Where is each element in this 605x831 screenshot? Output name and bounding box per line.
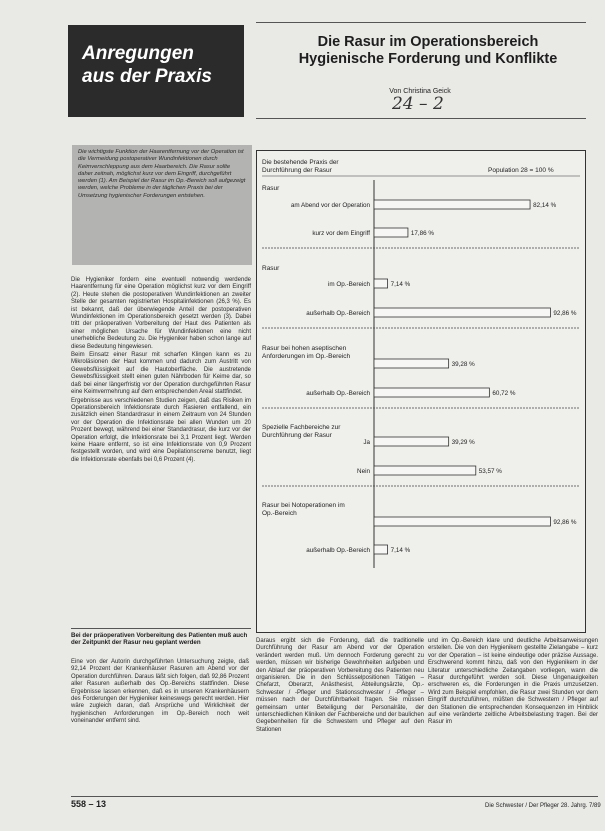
data-label: 53,57 %: [478, 468, 502, 475]
paragraph: Beim Einsatz einer Rasur mit scharfen Klingen kann es zu Mikroläsionen der Haut kommen und dadurch zum Austritt von Gewebsflüssigkeit auf die Hautoberfläche. Die austretende Gewebsflüssigkeit stellt einen guten Nährboden für Keime dar, so daß bei einer längerfristig vor der Operation durchgeführten Rasur eine Keimvermehrung auf dem entsprechenden Areal stattfindet.: [71, 352, 251, 396]
group-heading: Op.-Bereich: [262, 510, 297, 517]
data-label: 92,86 %: [553, 310, 577, 317]
bar-label: außerhalb Op.-Bereich: [306, 310, 370, 317]
bar-label: außerhalb Op.-Bereich: [306, 547, 370, 554]
byline: Von Christina Geick: [389, 88, 451, 95]
data-label: 7,14 %: [390, 281, 411, 288]
group-heading: Rasur: [262, 185, 280, 192]
chart-title: Durchführung der Rasur: [262, 167, 332, 174]
bar: [374, 228, 408, 237]
chart-title: Die bestehende Praxis der: [262, 159, 339, 166]
bar: [374, 308, 550, 317]
top-rule: [256, 22, 586, 23]
bottom-column-3: und im Op.-Bereich klare und deutliche Arbeitsanweisungen erstellen. Die von den Hygienikern gestellte Zielangabe – kurz vor der Operation – ist keine eindeutige oder präzise Aussage. Erschwerend kommt hinzu, daß von den Hygienikern in der Literatur unterschiedliche Zeitangaben vorliegen, wann die Rasur durchgeführt werden soll. Diese Ungenauigkeiten erschweren es, die Forderungen in die Praxis umzusetzen. Wird zum Beispiel empfohlen, die Rasur zwei Stunden vor dem Eingriff durchzuführen, müßten die Schwestern / Pfleger auf den Stationen die entsprechenden Konsequenzen im Hinblick auf eine veränderte zeitliche Arbeitsbelastung tragen. Bei der Rasur im: [428, 638, 598, 726]
data-label: 60,72 %: [492, 390, 516, 397]
section-banner: [68, 25, 244, 117]
chart-svg: [256, 150, 586, 633]
data-label: 17,86 %: [410, 230, 435, 237]
bottom-column-1: Eine von der Autorin durchgeführten Untersuchung zeigte, daß 92,14 Prozent der Krankenhäuser Rasuren am Abend vor der Operation durchführen. Daraus läßt sich folgen, daß 92,86 Prozent aller Rasuren außerhalb des Op.-Bereichs stattfinden. Diese Ergebnisse lassen erkennen, daß es in unseren Krankenhäusern des Forderungen der Hygieniker keineswegs gerecht werden. Hier wäre zugleich daran, daß Ansprüche und Wirklichkeit der hygienischen Anforderungen im Op.-Bereich noch weit voneinander entfernt sind.: [71, 659, 249, 725]
group-heading: Durchführung der Rasur: [262, 432, 332, 439]
group-heading: Spezielle Fachbereiche zur: [262, 424, 341, 431]
bottom-column-2: Daraus ergibt sich die Forderung, daß die traditionelle Durchführung der Rasur am Abend vor der Operation verändert werden muß. Um dennoch Forderung gerecht zu werden, müssen wir bisherige Gewohnheiten aufgeben und den Ablauf der präoperativen Vorbereitung des Patienten neu organisieren. Die in den Schlüsselpositionen Tätigen – Chefarzt, Oberarzt, Anästhesist, Abteilungsärzte, Op.-Schwester / -Pfleger und Stationsschwester / -Pfleger – müssen nach der Durchführbarkeit fragen. Sie müssen gemeinsam unter Beteiligung der Personalräte, der unterschiedlichen Kliniken der Fachbereiche und der baulichen Gegebenheiten für die Schwestern und Pfleger auf den Stationen: [256, 638, 424, 733]
title-line-2: Hygienische Forderung und Konflikte: [298, 51, 558, 67]
bar: [374, 359, 449, 368]
bar: [374, 437, 449, 446]
title-line-1: Die Rasur im Operationsbereich: [317, 34, 539, 50]
chart-population-note: Population 28 = 100 %: [488, 167, 554, 174]
title-rule: [256, 118, 586, 119]
section-heading: Bei der präoperativen Vorbereitung des Patienten muß auch der Zeitpunkt der Rasur neu geplant werden: [71, 632, 248, 647]
intro-text: Die wichtigste Funktion der Haarentfernung vor der Operation ist die Vermeidung postoperativer Wundinfektionen durch Keimverschleppung aus dem Haarbereich. Die Rasur sollte daher zeitnah, möglichst kurz vor dem Eingriff, durchgeführt werden (1). Am Beispiel der Rasur im Op.-Bereich soll aufgezeigt werden, welche Probleme in der täglichen Praxis bei der Umsetzung hygienischer Forderungen entstehen.: [78, 149, 246, 199]
intro-box: [72, 145, 252, 265]
bar: [374, 466, 476, 475]
bar: [374, 517, 550, 526]
section-rule: [71, 628, 251, 629]
bar: [374, 545, 388, 554]
group-heading: Rasur bei Notoperationen im: [262, 502, 345, 509]
article-title: [268, 34, 588, 68]
bar: [374, 279, 388, 288]
left-column: [71, 277, 251, 465]
bar-label: im Op.-Bereich: [328, 281, 370, 288]
bar-label: kurz vor dem Eingriff: [312, 230, 370, 237]
bar-label: außerhalb Op.-Bereich: [306, 390, 370, 397]
page-number: 558 – 13: [71, 799, 107, 809]
data-label: 82,14 %: [533, 202, 557, 209]
bar-label: am Abend vor der Operation: [290, 202, 370, 209]
group-heading: Anforderungen im Op.-Bereich: [262, 353, 351, 360]
data-label: 39,29 %: [451, 439, 475, 446]
bar-label: Ja: [363, 439, 370, 446]
footer-rule: [71, 796, 598, 797]
journal-name: Die Schwester / Der Pfleger 28. Jahrg. 7/89: [485, 803, 601, 809]
handwritten-note: 24 – 2: [392, 94, 444, 114]
data-label: 39,28 %: [451, 361, 475, 368]
bar: [374, 388, 489, 397]
banner-line-1: Anregungen: [82, 43, 194, 64]
data-label: 7,14 %: [390, 547, 411, 554]
bar-chart: [256, 150, 586, 633]
paragraph: Ergebnisse aus verschiedenen Studien zeigen, daß das Risiken im Operationsbereich Infektionsrate durch Rasieren entfallend, ein zusätzlich einen Standardrasur in einem Zeitraum von 24 Stunden vor der Operation die Infektionsrate bei allen Wunden um 20 Prozent bewegt, während bei einer Standardrasur, die kurz vor der Operation erfolgt, die Infektionsrate bei 3,1 Prozent liegt. Werden keine Haare entfernt, so ist eine Infektionsrate von 0,9 Prozent festgestellt worden, und wird eine Depilationscreme benutzt, liegt die Infektionsrate ebenfalls bei 0,6 Prozent (4).: [71, 397, 251, 463]
paragraph: Die Hygieniker fordern eine eventuell notwendig werdende Haarentfernung für eine Operation möglichst kurz vor dem Eingriff (2). Heute stehen die postoperativen Wundinfektionen an zweiter Stelle der gesamten registrierten Hospitalinfektionen (26,3 %). Es ist bekannt, daß der überwiegende Anteil der postoperativen Wundinfektionen im Operationsbereich gesetzt werden (3). Dabei tritt der präoperativen Vorbereitung der Haut des Patienten als einer möglichen Ursache für Wundinfektionen eine nicht unerhebliche Bedeutung zu. Die Hygieniker haben schon lange auf diese Bedeutung hingewiesen.: [71, 277, 251, 350]
bar-label: Nein: [357, 468, 370, 475]
banner-line-2: aus der Praxis: [82, 66, 212, 87]
group-heading: Rasur: [262, 265, 280, 272]
bar: [374, 200, 530, 209]
data-label: 92,86 %: [553, 519, 577, 526]
group-heading: Rasur bei hohen aseptischen: [262, 345, 347, 352]
